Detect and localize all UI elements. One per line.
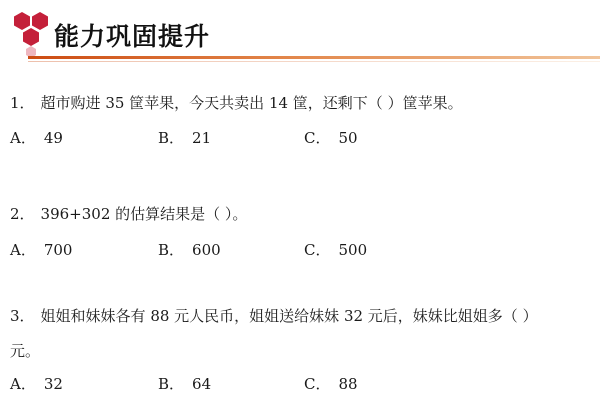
option-letter: B． xyxy=(158,241,185,259)
option-letter: A． xyxy=(10,129,36,147)
hexagon-cluster-icon xyxy=(8,10,54,62)
option-value: 32 xyxy=(43,375,63,393)
option-value: 49 xyxy=(43,129,63,147)
option-value: 700 xyxy=(43,241,73,259)
option-a xyxy=(10,374,63,394)
header-divider xyxy=(28,56,600,59)
question-number: 2． xyxy=(10,205,35,223)
option-value: 21 xyxy=(192,129,212,147)
question-1 xyxy=(10,93,463,113)
option-value: 88 xyxy=(338,375,358,393)
option-letter: A． xyxy=(10,375,36,393)
option-letter: B． xyxy=(158,129,185,147)
section-header xyxy=(0,0,600,80)
option-value: 64 xyxy=(192,375,212,393)
question-text: 超市购进 35 筐苹果，今天共卖出 14 筐，还剩下（ ）筐苹果。 xyxy=(40,94,463,112)
option-value: 500 xyxy=(338,241,368,259)
question-number: 1． xyxy=(10,94,35,112)
option-a xyxy=(10,128,63,148)
header-divider-shadow xyxy=(28,61,600,62)
option-a xyxy=(10,240,72,260)
option-letter: A． xyxy=(10,241,36,259)
question-text: 姐姐和妹妹各有 88 元人民币，姐姐送给妹妹 32 元后，妹妹比姐姐多（ ） xyxy=(40,307,538,325)
section-title: 能力巩固提升 xyxy=(54,22,211,51)
option-b xyxy=(158,240,221,260)
question-number: 3． xyxy=(10,307,35,325)
option-c xyxy=(304,128,358,148)
option-letter: C． xyxy=(304,241,331,259)
question-text-continuation: 元。 xyxy=(10,342,41,360)
question-2 xyxy=(10,204,247,224)
option-letter: C． xyxy=(304,129,331,147)
option-c xyxy=(304,374,358,394)
option-value: 600 xyxy=(192,241,221,259)
option-b xyxy=(158,128,211,148)
option-letter: B． xyxy=(158,375,185,393)
question-3 xyxy=(10,306,538,326)
option-b xyxy=(158,374,211,394)
question-text: 396+302 的估算结果是（ ）。 xyxy=(40,205,248,223)
option-value: 50 xyxy=(338,129,358,147)
option-letter: C． xyxy=(304,375,331,393)
option-c xyxy=(304,240,367,260)
